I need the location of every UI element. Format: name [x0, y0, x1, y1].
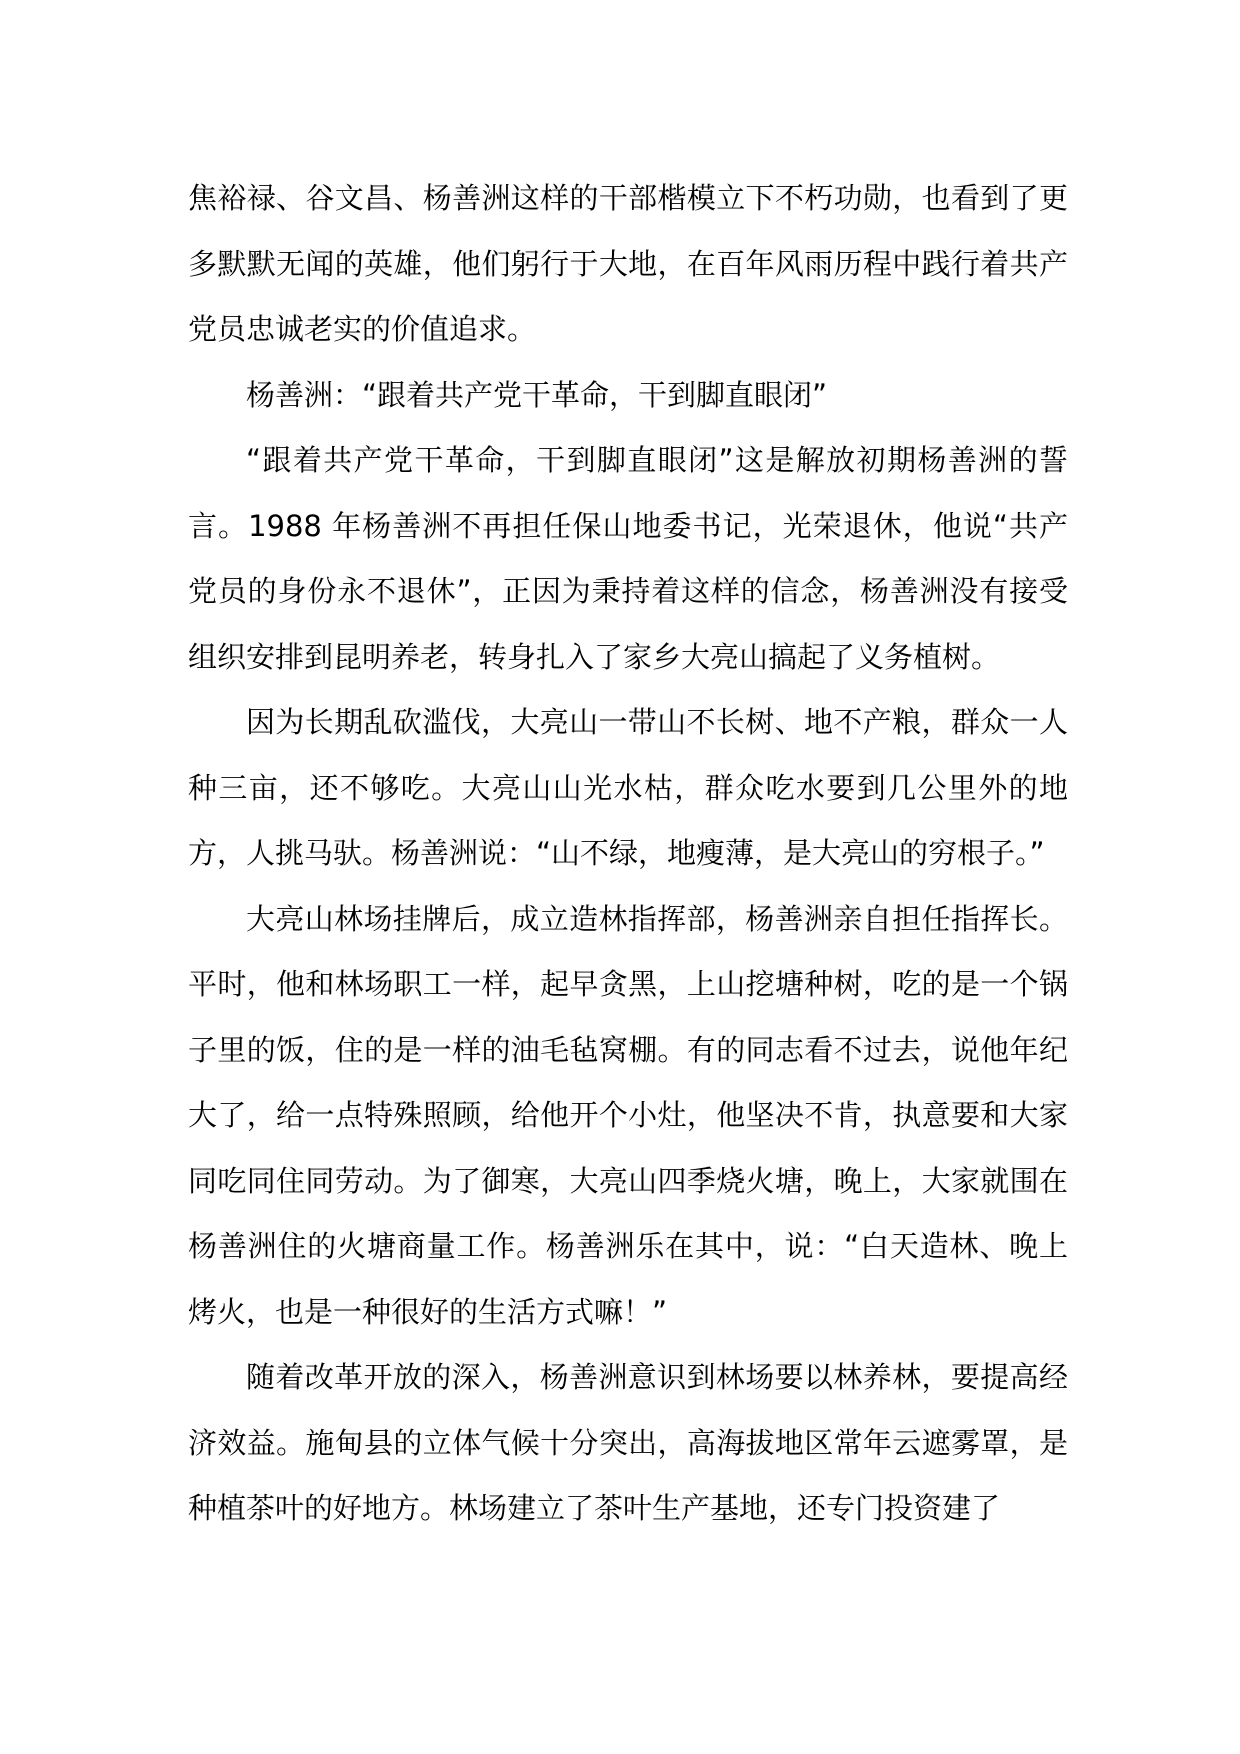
paragraph-reform: 随着改革开放的深入，杨善洲意识到林场要以林养林，要提高经济效益。施甸县的立体气候十分突出，高海拔地区常年云遮雾罩，是种植茶叶的好地方。林场建立了茶叶生产基地，还专门投资建了: [188, 1360, 1068, 1525]
document-body: [188, 166, 1068, 1542]
section-heading: 杨善洲：“跟着共产党干革命，干到脚直眼闭”: [246, 377, 828, 412]
paragraph-oath: “跟着共产党干革命，干到脚直眼闭”这是解放初期杨善洲的誓言。1988 年杨善洲不再担任保山地委书记，光荣退休，他说“共产党员的身份永不退休”，正因为秉持着这样的信念，杨善洲没有接受组织安排到昆明养老，转身扎入了家乡大亮山搞起了义务植树。: [188, 443, 1068, 674]
paragraph-forest-farm: 大亮山林场挂牌后，成立造林指挥部，杨善洲亲自担任指挥长。平时，他和林场职工一样，起早贪黑，上山挖塘种树，吃的是一个锅子里的饭，住的是一样的油毛毡窝棚。有的同志看不过去，说他年纪大了，给一点特殊照顾，给他开个小灶，他坚决不肯，执意要和大家同吃同住同劳动。为了御寒，大亮山四季烧火塘，晚上，大家就围在杨善洲住的火塘商量工作。杨善洲乐在其中，说：“白天造林、晚上烤火，也是一种很好的生活方式嘛！”: [188, 901, 1068, 1329]
paragraph-continuation: 焦裕禄、谷文昌、杨善洲这样的干部楷模立下不朽功勋，也看到了更多默默无闻的英雄，他们躬行于大地，在百年风雨历程中践行着共产党员忠诚老实的价值追求。: [188, 181, 1068, 346]
paragraph-mountain: 因为长期乱砍滥伐，大亮山一带山不长树、地不产粮，群众一人种三亩，还不够吃。大亮山山光水枯，群众吃水要到几公里外的地方，人挑马驮。杨善洲说：“山不绿，地瘦薄，是大亮山的穷根子。”: [188, 705, 1068, 870]
